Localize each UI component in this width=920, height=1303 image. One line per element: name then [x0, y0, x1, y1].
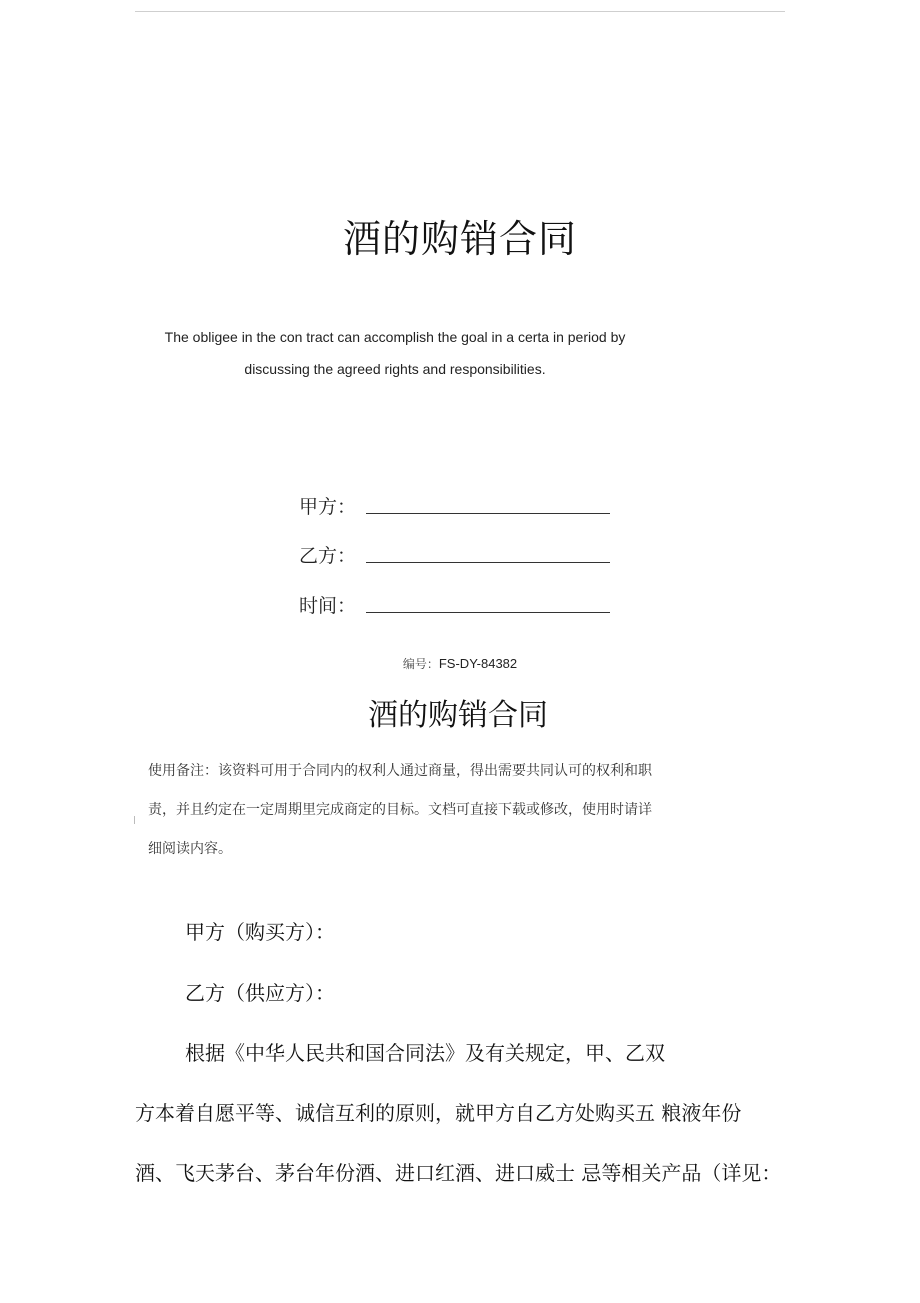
document-title: 酒的购销合同	[368, 698, 548, 733]
party-a-blank-line	[366, 513, 610, 514]
party-b-blank-line	[366, 562, 610, 563]
party-b-label: 乙方：	[299, 545, 357, 567]
party-a-label: 甲方：	[299, 496, 357, 518]
supplier-label: 乙方（供应方）：	[185, 981, 335, 1005]
body-paragraph-line-3: 酒、飞天茅台、茅台年份酒、进口红酒、进口威士 忌等相关产品（详见：	[135, 1161, 782, 1185]
document-code-label: 编号：	[402, 657, 439, 671]
header-rule	[135, 11, 785, 12]
usage-note-line-1: 使用备注：该资料可用于合同内的权利人通过商量，得出需要共同认可的权利和职	[148, 763, 652, 779]
time-blank-line	[366, 612, 610, 613]
body-paragraph-line-1: 根据《中华人民共和国合同法》及有关规定，甲、乙双	[185, 1041, 665, 1065]
usage-note-line-3: 细阅读内容。	[148, 841, 232, 857]
document-code	[0, 655, 920, 672]
margin-mark	[134, 816, 135, 824]
time-label: 时间：	[299, 595, 357, 617]
document-code-value: FS-DY-84382	[438, 656, 518, 671]
cover-subtitle-line-2: discussing the agreed rights and responsibilities.	[244, 361, 546, 377]
usage-note-line-2: 责，并且约定在一定周期里完成商定的目标。文档可直接下载或修改，使用时请详	[148, 802, 652, 818]
cover-title: 酒的购销合同	[342, 217, 577, 261]
buyer-label: 甲方（购买方）：	[185, 920, 335, 944]
cover-subtitle-line-1: The obligee in the con tract can accomplish the goal in a certa in period by	[164, 329, 626, 345]
body-paragraph-line-2: 方本着自愿平等、诚信互利的原则，就甲方自乙方处购买五 粮液年份	[135, 1101, 742, 1125]
